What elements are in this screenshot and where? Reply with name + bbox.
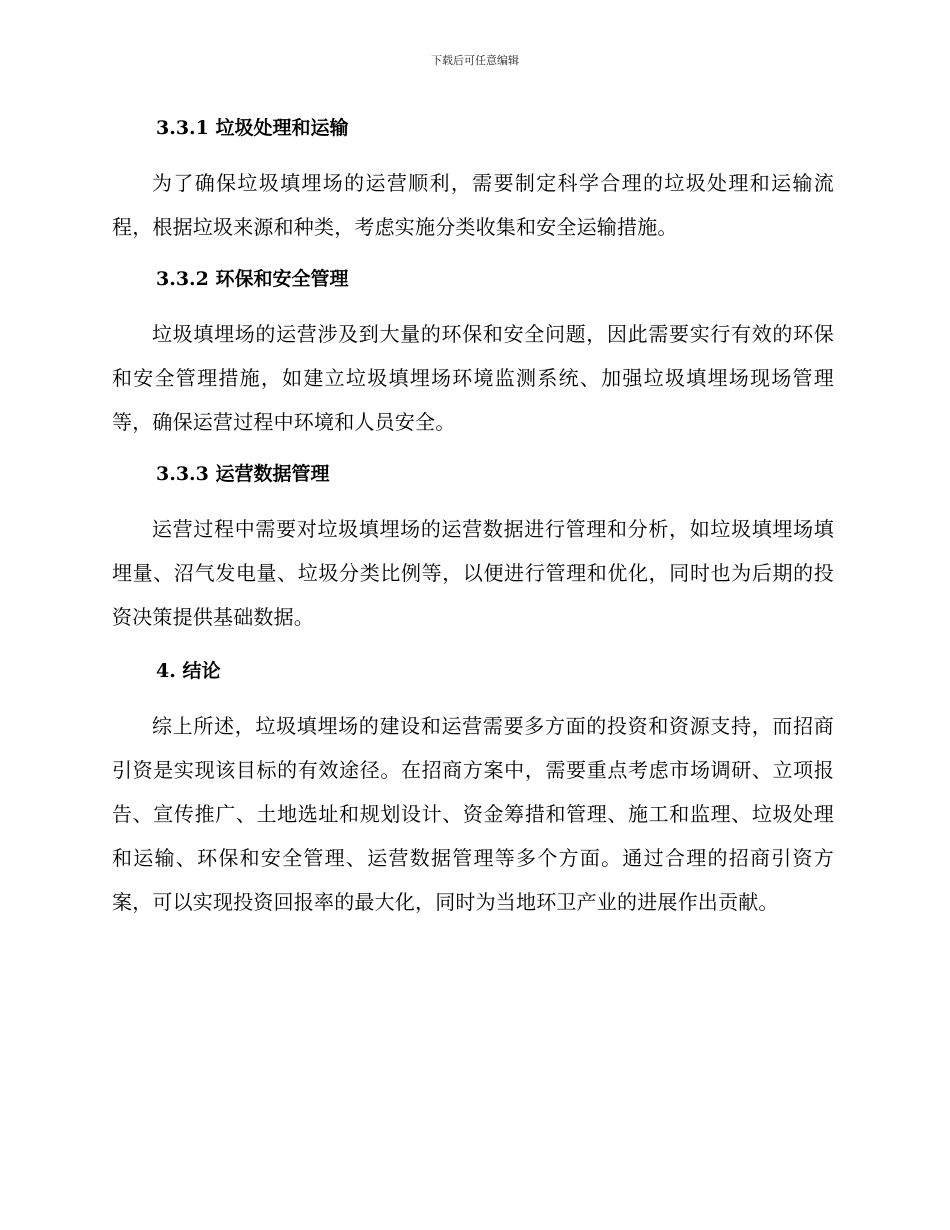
section-heading-conclusion: 4. 结论 [156,660,221,682]
paragraph-environmental-safety: 垃圾填埋场的运营涉及到大量的环保和安全问题，因此需要实行有效的环保和安全管理措施，如建立垃圾填埋场环境监测系统、加强垃圾填埋场现场管理等，确保运营过程中环境和人员安全。 [112,322,834,434]
paragraph-operation-data: 运营过程中需要对垃圾填埋场的运营数据进行管理和分析，如垃圾填埋场填埋量、沼气发电量、垃圾分类比例等，以便进行管理和优化，同时也为后期的投资决策提供基础数据。 [112,517,834,629]
paragraph-conclusion: 综上所述，垃圾填埋场的建设和运营需要多方面的投资和资源支持，而招商引资是实现该目标的有效途径。在招商方案中，需要重点考虑市场调研、立项报告、宣传推广、土地选址和规划设计、资金筹措和管理、施工和监理、垃圾处理和运输、环保和安全管理、运营数据管理等多个方面。通过合理的招商引资方案，可以实现投资回报率的最大化，同时为当地环卫产业的进展作出贡献。 [112,714,834,914]
page-header-note: 下载后可任意编辑 [431,54,519,67]
section-heading-3-3-1: 3.3.1 垃圾处理和运输 [156,117,349,139]
paragraph-waste-processing: 为了确保垃圾填埋场的运营顺利，需要制定科学合理的垃圾处理和运输流程，根据垃圾来源和种类，考虑实施分类收集和安全运输措施。 [112,171,834,239]
document-body [112,109,834,924]
section-heading-3-3-2: 3.3.2 环保和安全管理 [156,268,349,290]
section-heading-3-3-3: 3.3.3 运营数据管理 [156,463,330,485]
